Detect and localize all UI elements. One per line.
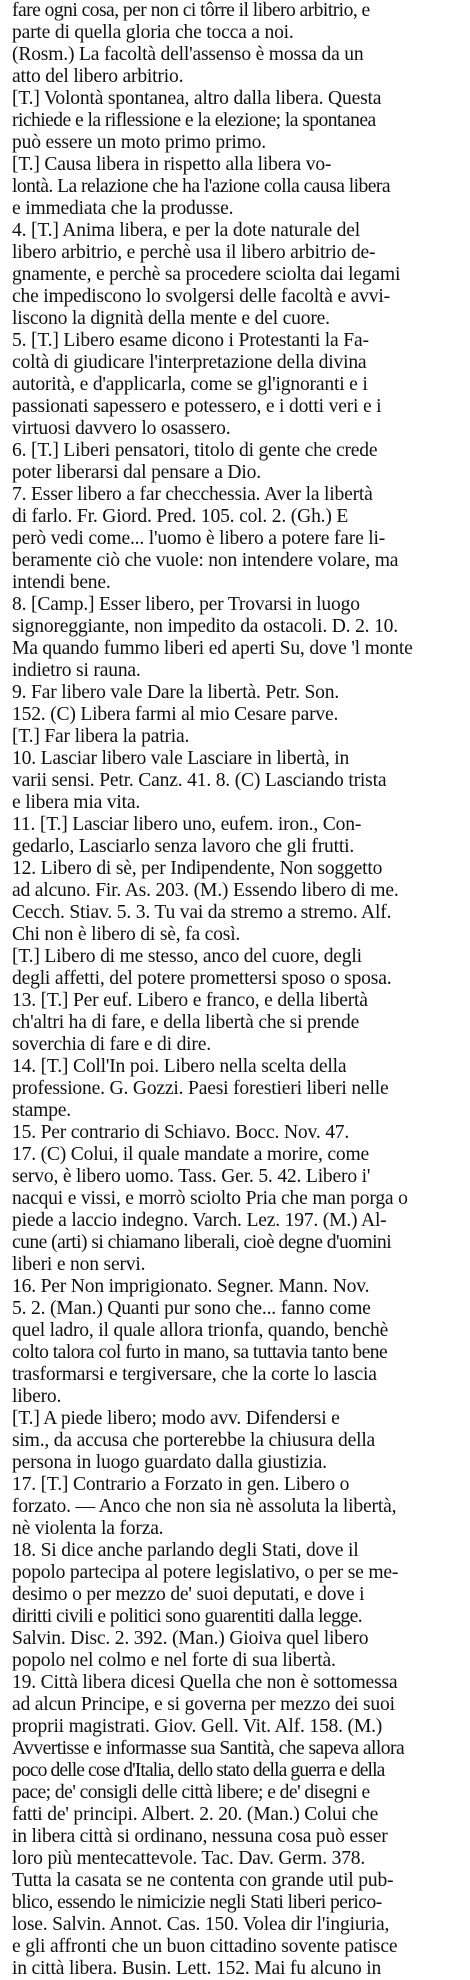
entry-text-line: colto talora col furto in mano, sa tuttavia tanto bene xyxy=(12,1342,388,1363)
dictionary-entry xyxy=(12,88,458,154)
entry-text-line: gnamente, e perchè sa procedere sciolta dai legami xyxy=(12,264,401,285)
entry-text-line: però vedi come... l'uomo è libero a potere fare li- xyxy=(12,528,386,549)
dictionary-entry xyxy=(12,484,458,594)
dictionary-entry xyxy=(12,1408,458,1474)
entry-text-line: varii sensi. Petr. Canz. 41. 8. (C) Lasciando trista xyxy=(12,770,387,791)
entry-text-line: desimo o per mezzo de' suoi deputati, e dove i xyxy=(12,1584,365,1605)
entry-text-line: signoreggiante, non impedito da ostacoli. D. 2. 10. xyxy=(12,616,398,637)
entry-text-line: intendi bene. xyxy=(12,572,111,593)
entry-text-line: 5. 2. (Man.) Quanti pur sono che... fanno come xyxy=(12,1298,371,1319)
entry-text-line: servo, è libero uomo. Tass. Ger. 5. 42. Libero i' xyxy=(12,1166,371,1187)
entry-text-line: 18. Si dice anche parlando degli Stati, dove il xyxy=(12,1540,359,1561)
dictionary-entry xyxy=(12,726,458,748)
dictionary-entry xyxy=(12,330,458,440)
entry-text-line: 11. [T.] Lasciar libero uno, eufem. iron., Con- xyxy=(12,814,362,835)
entry-text-line: cune (arti) si chiamano liberali, cioè degne d'uomini xyxy=(12,1232,392,1253)
entry-text-line: e gli affronti che un buon cittadino sovente patisce xyxy=(12,1936,398,1957)
entry-text-line: persona in luogo guardato dalla giustizia. xyxy=(12,1452,327,1473)
entry-text-line: [T.] A piede libero; modo avv. Difendersi e xyxy=(12,1408,340,1429)
entry-text-line: e immediata che la produsse. xyxy=(12,198,234,219)
entry-text-line: nè violenta la forza. xyxy=(12,1518,164,1539)
entry-text-line: di farlo. Fr. Giord. Pred. 105. col. 2. (Gh.) E xyxy=(12,506,349,527)
entry-text-line: popolo nel colmo e nel forte di sua libertà. xyxy=(12,1650,336,1671)
entry-text-line: libero. xyxy=(12,1386,62,1407)
entry-text-line: 17. (C) Colui, il quale mandate a morire, come xyxy=(12,1144,369,1165)
entry-text-line: popolo partecipa al potere legislativo, o per se me- xyxy=(12,1562,399,1583)
entry-text-line: 17. [T.] Contrario a Forzato in gen. Libero o xyxy=(12,1474,350,1495)
entry-text-line: pace; de' consigli delle città libere; e de' disegni e xyxy=(12,1782,370,1803)
entry-text-line: Cecch. Stiav. 5. 3. Tu vai da stremo a stremo. Alf. xyxy=(12,902,392,923)
entry-text-line: liscono la dignità della mente e del cuore. xyxy=(12,308,330,329)
dictionary-entry xyxy=(12,1276,458,1408)
entry-text-line: Avvertisse e informasse sua Santità, che sapeva allora xyxy=(12,1738,405,1759)
entry-text-line: proprii magistrati. Giov. Gell. Vit. Alf. 158. (M.) xyxy=(12,1716,383,1737)
entry-text-line: che impediscono lo svolgersi delle facoltà e avvi- xyxy=(12,286,390,307)
entry-text-line: 4. [T.] Anima libera, e per la dote naturale del xyxy=(12,220,361,241)
entry-text-line: blico, essendo le nimicizie negli Stati liberi perico- xyxy=(12,1892,382,1913)
dictionary-entry xyxy=(12,946,458,990)
dictionary-entry xyxy=(12,748,458,814)
entry-text-line: nacqui e vissi, e morrò sciolto Pria che man porga o xyxy=(12,1188,408,1209)
entry-text-line: 9. Far libero vale Dare la libertà. Petr. Son. xyxy=(12,682,340,703)
entry-text-line: e libera mia vita. xyxy=(12,792,141,813)
entry-text-line: Ma quando fummo liberi ed aperti Su, dove 'l monte xyxy=(12,638,413,659)
entry-text-line: [T.] Volontà spontanea, altro dalla libera. Questa xyxy=(12,88,382,109)
entry-text-line: fare ogni cosa, per non ci tôrre il libero arbitrio, e xyxy=(12,0,370,21)
dictionary-entry xyxy=(12,594,458,682)
entry-text-line: quel ladro, il quale allora trionfa, quando, benchè xyxy=(12,1320,389,1341)
entry-text-line: forzato. — Anco che non sia nè assoluta la libertà, xyxy=(12,1496,397,1517)
dictionary-entry xyxy=(12,1122,458,1276)
entry-text-line: 16. Per Non imprigionato. Segner. Mann. Nov. xyxy=(12,1276,370,1297)
entry-text-line: loro più mentecattevole. Tac. Dav. Germ. 378. xyxy=(12,1848,366,1869)
entry-text-line: beramente ciò che vuole: non intendere volare, ma xyxy=(12,550,399,571)
entry-text-line: 10. Lasciar libero vale Lasciare in libertà, in xyxy=(12,748,350,769)
entry-text-line: Chi non è libero di sè, fa così. xyxy=(12,924,241,945)
entry-text-line: 14. [T.] Coll'In poi. Libero nella scelta della xyxy=(12,1056,347,1077)
entry-text-line: gedarlo, Lasciarlo senza lavoro che gli frutti. xyxy=(12,836,355,857)
entry-text-line: stampe. xyxy=(12,1100,71,1121)
entry-text-line: diritti civili e politici sono guarentiti dalla legge. xyxy=(12,1606,363,1627)
entry-text-line: 6. [T.] Liberi pensatori, titolo di gente che crede xyxy=(12,440,378,461)
entry-text-line: poter liberarsi dal pensare a Dio. xyxy=(12,462,261,483)
entry-text-line: ch'altri ha di fare, e della libertà che si prende xyxy=(12,1012,360,1033)
dictionary-entry xyxy=(12,1474,458,1540)
entry-text-line: piede a laccio indegno. Varch. Lez. 197. (M.) Al- xyxy=(12,1210,387,1231)
entry-text-line: professione. G. Gozzi. Paesi forestieri liberi nelle xyxy=(12,1078,389,1099)
entry-text-line: 5. [T.] Libero esame dicono i Protestanti la Fa- xyxy=(12,330,369,351)
entry-text-line: liberi e non servi. xyxy=(12,1254,146,1275)
entry-text-line: lose. Salvin. Annot. Cas. 150. Volea dir l'ingiuria, xyxy=(12,1914,390,1935)
entry-text-line: passionati sapessero e potessero, e i dotti veri e i xyxy=(12,396,382,417)
entry-text-line: Salvin. Disc. 2. 392. (Man.) Gioiva quel libero xyxy=(12,1628,369,1649)
entry-text-line: [T.] Causa libera in rispetto alla libera vo- xyxy=(12,154,332,175)
entry-text-line: [T.] Libero di me stesso, anco del cuore, degli xyxy=(12,946,362,967)
entry-text-line: in libera città si ordinano, nessuna cosa può esser xyxy=(12,1826,388,1847)
entry-text-line: fatti de' principi. Albert. 2. 20. (Man.) Colui che xyxy=(12,1804,379,1825)
entry-text-line: lontà. La relazione che ha l'azione colla causa libera xyxy=(12,176,390,197)
entry-text-line: parte di quella gloria che tocca a noi. xyxy=(12,22,294,43)
entry-text-line: 13. [T.] Per euf. Libero e franco, e della libertà xyxy=(12,990,368,1011)
dictionary-entry xyxy=(12,44,458,88)
entry-text-line: virtuosi davvero lo osassero. xyxy=(12,418,231,439)
entry-text-line: coltà di giudicare l'interpretazione della divina xyxy=(12,352,367,373)
entry-text-line: 8. [Camp.] Esser libero, per Trovarsi in luogo xyxy=(12,594,360,615)
dictionary-entry xyxy=(12,1540,458,1672)
entry-text-line: (Rosm.) La facoltà dell'assenso è mossa da un xyxy=(12,44,364,65)
dictionary-entry xyxy=(12,440,458,484)
entry-text-line: autorità, e d'applicarla, come se gl'ignoranti e i xyxy=(12,374,368,395)
entry-text-line: sim., da accusa che porterebbe la chiusura della xyxy=(12,1430,376,1451)
dictionary-entry xyxy=(12,154,458,220)
entry-text-line: 152. (C) Libera farmi al mio Cesare parve. xyxy=(12,704,339,725)
dictionary-entry xyxy=(12,1672,458,1980)
entry-text-line: ad alcun Principe, e si governa per mezzo dei suoi xyxy=(12,1694,395,1715)
entry-text-line: indietro si rauna. xyxy=(12,660,141,681)
entry-text-line: degli affetti, del potere promettersi sposo o sposa. xyxy=(12,968,392,989)
entry-text-line: richiede e la riflessione e la elezione; la spontanea xyxy=(12,110,376,131)
entry-text-line: 15. Per contrario di Schiavo. Bocc. Nov. 47. xyxy=(12,1122,350,1143)
entry-text-line: ad alcuno. Fir. As. 203. (M.) Essendo libero di me. xyxy=(12,880,399,901)
dictionary-entry xyxy=(12,990,458,1056)
entry-text-line: poco delle cose d'Italia, dello stato della guerra e della xyxy=(12,1760,385,1781)
entry-text-line: 7. Esser libero a far checchessia. Aver la libertà xyxy=(12,484,373,505)
dictionary-entry xyxy=(12,1056,458,1122)
dictionary-entry xyxy=(12,0,458,44)
entry-text-line: trasformarsi e tergiversare, che la corte lo lascia xyxy=(12,1364,377,1385)
entry-text-line: 19. Città libera dicesi Quella che non è sottomessa xyxy=(12,1672,398,1693)
entry-text-line: 12. Libero di sè, per Indipendente, Non soggetto xyxy=(12,858,383,879)
dictionary-entry xyxy=(12,858,458,946)
entry-text-line: Tutta la casata se ne contenta con grande util pub- xyxy=(12,1870,394,1891)
entry-text-line: [T.] Far libera la patria. xyxy=(12,726,190,747)
entry-text-line: atto del libero arbitrio. xyxy=(12,66,184,87)
entry-text-line: può essere un moto primo primo. xyxy=(12,132,266,153)
entry-text-line: in città libera. Busin. Lett. 152. Mai fu alcuno in xyxy=(12,1958,382,1979)
dictionary-entry xyxy=(12,682,458,726)
entry-text-line: soverchia di fare e di dire. xyxy=(12,1034,211,1055)
dictionary-entry xyxy=(12,814,458,858)
dictionary-entry xyxy=(12,220,458,330)
entry-text-line: libero arbitrio, e perchè usa il libero arbitrio de- xyxy=(12,242,376,263)
